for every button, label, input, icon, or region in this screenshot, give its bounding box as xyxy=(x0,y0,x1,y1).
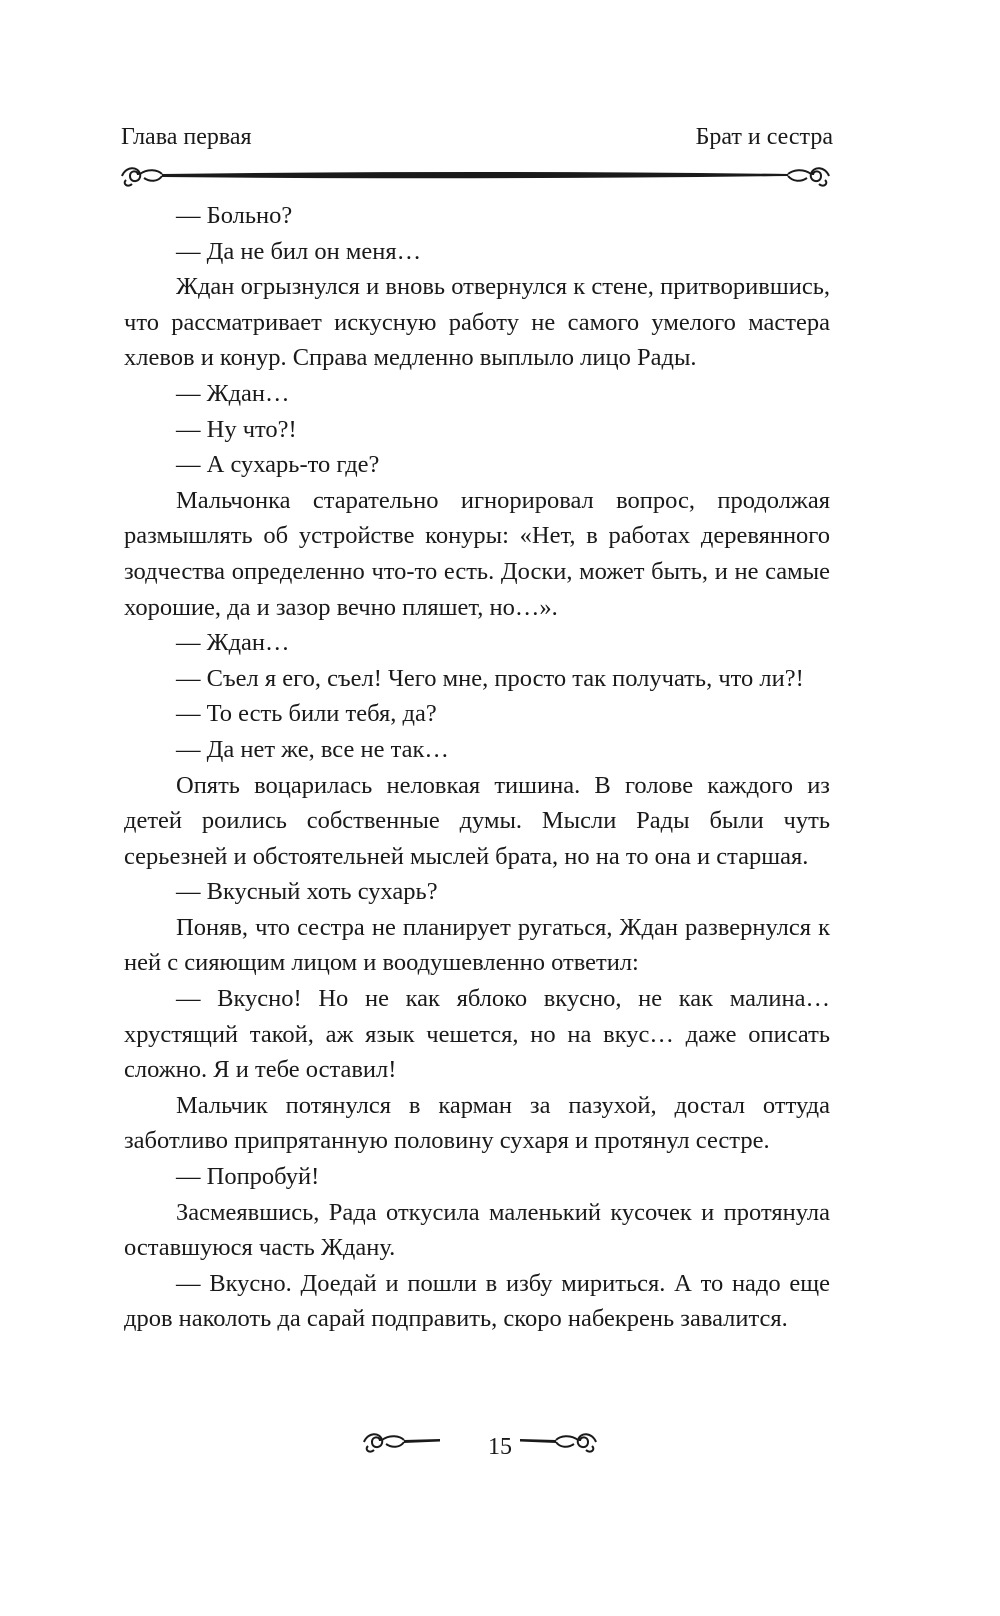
page-footer xyxy=(0,1420,1000,1480)
paragraph: Поняв, что сестра не планирует ругаться, Ждан развернулся к ней с сияющим лицом и воодушевленно ответил: xyxy=(124,913,830,977)
paragraph: — Вкусно. Доедай и пошли в избу мириться. А то надо еще дров наколоть да сарай подправить, скоро набекрень завалится. xyxy=(124,1269,830,1333)
running-head xyxy=(121,122,833,152)
paragraph: Засмеявшись, Рада откусила маленький кусочек и протянула оставшуюся часть Ждану. xyxy=(124,1198,830,1262)
paragraph: — Съел я его, съел! Чего мне, просто так получать, что ли?! xyxy=(176,664,804,692)
paragraph: — Да не бил он меня… xyxy=(176,237,422,265)
paragraph: — Ждан… xyxy=(176,379,290,407)
paragraph: Опять воцарилась неловкая тишина. В голове каждого из детей роились собственные думы. Мысли Рады были чуть серьезней и обстоятельней мыслей брата, но на то она и старшая. xyxy=(124,771,830,870)
paragraph: Мальчик потянулся в карман за пазухой, достал оттуда заботливо припрятанную половину сухаря и протянул сестре. xyxy=(124,1091,830,1155)
body-text xyxy=(124,198,830,1337)
flourish-rule-icon xyxy=(118,160,833,190)
section-title: Брат и сестра xyxy=(695,124,833,150)
paragraph: — Попробуй! xyxy=(176,1163,320,1191)
paragraph: Мальчонка старательно игнорировал вопрос, продолжая размышлять об устройстве конуры: «Нет, в работах деревянного зодчества определенно что-то есть. Доски, может быть, и не самые хорошие, да и зазор вечно пляшет, но…». xyxy=(124,486,830,621)
paragraph: — Ждан… xyxy=(176,629,290,657)
paragraph: — Вкусный хоть сухарь? xyxy=(176,878,438,906)
page-number: 15 xyxy=(488,1434,512,1460)
paragraph: — Больно? xyxy=(176,202,293,229)
flourish-right-icon xyxy=(518,1428,600,1454)
chapter-label: Глава первая xyxy=(121,124,252,150)
paragraph: — Вкусно! Но не как яблоко вкусно, не как малина… хрустящий такой, аж язык чешется, но на вкус… даже описать сложно. Я и тебе оставил! xyxy=(124,985,830,1084)
paragraph: — Ну что?! xyxy=(176,415,297,443)
paragraph: Ждан огрызнулся и вновь отвернулся к стене, притворившись, что рассматривает искусную работу не самого умелого мастера хлевов и конур. Справа медленно выплыло лицо Рады. xyxy=(124,273,830,372)
paragraph: — Да нет же, все не так… xyxy=(176,735,449,763)
paragraph: — То есть били тебя, да? xyxy=(176,700,437,728)
paragraph: — А сухарь-то где? xyxy=(176,451,380,479)
